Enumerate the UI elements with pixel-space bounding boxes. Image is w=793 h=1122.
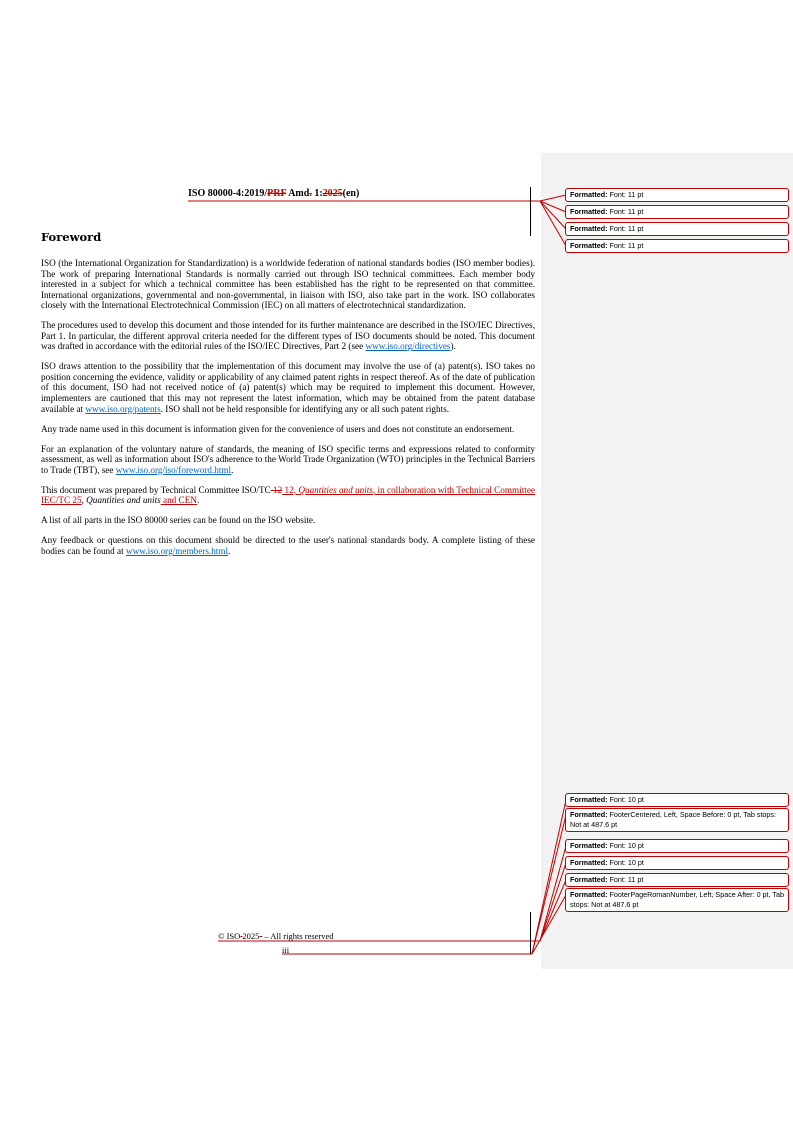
format-balloon[interactable]: Formatted: Font: 11 pt (565, 239, 789, 253)
paragraph: For an explanation of the voluntary nature of standards, the meaning of ISO specific terms and expressions related to conformity assessment, as well as information about ISO's adherence to the World Trade Organization (WTO) principles in the Technical Barriers to Trade (TBT), see www.iso.org/iso/foreword.html. (41, 443, 535, 475)
directives-link[interactable]: www.iso.org/directives (365, 341, 451, 352)
page-title: Foreword (41, 230, 102, 244)
paragraph: The procedures used to develop this document and those intended for its further maintenance are described in the ISO/IEC Directives, Part 1. In particular, the different approval criteria needed for the different types of ISO documents should be noted. This document was drafted in accordance with the editorial rules of the ISO/IEC Directives, Part 2 (see www.iso.org/directives). (41, 320, 535, 352)
connector-line (540, 201, 566, 229)
paragraph: A list of all parts in the ISO 80000 series can be found on the ISO website. (41, 515, 316, 526)
header-amd: Amd (286, 188, 310, 199)
connector-line (540, 880, 566, 941)
inserted-text: Quantities and units (298, 484, 373, 495)
header-deleted-prf: PRF (267, 188, 287, 199)
foreword-body (41, 258, 535, 566)
deleted-text: 12 (270, 484, 283, 495)
header-deleted-dot: . (309, 188, 312, 199)
format-balloon[interactable]: Formatted: Font: 10 pt (565, 839, 789, 853)
connector-line (540, 201, 566, 246)
format-balloon[interactable]: Formatted: FooterCentered, Left, Space Before: 0 pt, Tab stops: Not at 487.6 pt (565, 808, 789, 832)
format-balloon[interactable]: Formatted: Font: 11 pt (565, 873, 789, 887)
paragraph: This document was prepared by Technical Committee ISO/TC 12 12, Quantities and units, in collaboration with Technical Committee IEC/TC 25, Quantities and units and CEN. (41, 484, 535, 506)
format-balloon[interactable]: Formatted: FooterPageRomanNumber, Left, Space After: 0 pt, Tab stops: Not at 487.6 pt (565, 888, 789, 912)
members-link[interactable]: www.iso.org/members.html (125, 545, 229, 556)
connector-line (532, 895, 566, 954)
header-deleted-year: 2025 (322, 188, 343, 199)
connector-line (540, 195, 566, 201)
inserted-text: and CEN (160, 495, 197, 506)
connector-line (540, 201, 566, 212)
format-balloon[interactable]: Formatted: Font: 11 pt (565, 222, 789, 236)
document-header (188, 188, 359, 199)
page-number: iii (282, 945, 290, 955)
header-suffix: (en) (342, 188, 360, 199)
format-balloon[interactable]: Formatted: Font: 11 pt (565, 188, 789, 202)
patents-link[interactable]: www.iso.org/patents (85, 403, 161, 414)
paragraph: Any feedback or questions on this document should be directed to the user's national standards body. A complete listing of these bodies can be found at www.iso.org/members.html. (41, 535, 535, 556)
format-balloon[interactable]: Formatted: Font: 10 pt (565, 856, 789, 870)
format-balloon[interactable]: Formatted: Font: 10 pt (565, 793, 789, 807)
header-amd-number: 1: (311, 188, 323, 199)
paragraph: Any trade name used in this document is information given for the convenience of users and does not constitute an endorsement. (41, 423, 515, 434)
connector-line (532, 815, 566, 954)
paragraph: ISO (the International Organization for Standardization) is a worldwide federation of national standards bodies (ISO member bodies). The work of preparing International Standards is normally carried out through ISO technical committees. Each member body interested in a subject for which a technical committee has been established has the right to be represented on that committee. International organizations, governmental and non-governmental, in liaison with ISO, also take part in the work. ISO collaborates closely with the International Electrotechnical Commission (IEC) on all matters of electrotechnical standardization. (41, 258, 535, 311)
format-balloon[interactable]: Formatted: Font: 11 pt (565, 205, 789, 219)
inserted-text: , in collaboration with Technical Committee IEC/TC 25 (41, 484, 535, 506)
inserted-text: 12, (282, 484, 299, 495)
page-footer: © ISO 2025- – All rights reserved (218, 931, 334, 941)
paragraph: ISO draws attention to the possibility that the implementation of this document may involve the use of (a) patent(s). ISO takes no position concerning the evidence, validity or applicability of any claimed patent rights in respect thereof. As of the date of publication of this document, ISO had not received notice of (a) patent(s) which may be required to implement this document. However, implementers are cautioned that this may not represent the latest information, which may be obtained from the patent database available at www.iso.org/patents. ISO shall not be held responsible for identifying any or all such patent rights. (41, 361, 535, 414)
foreword-link[interactable]: www.iso.org/iso/foreword.html (115, 464, 232, 475)
header-doc-id: ISO 80000-4:2019/ (188, 188, 268, 199)
